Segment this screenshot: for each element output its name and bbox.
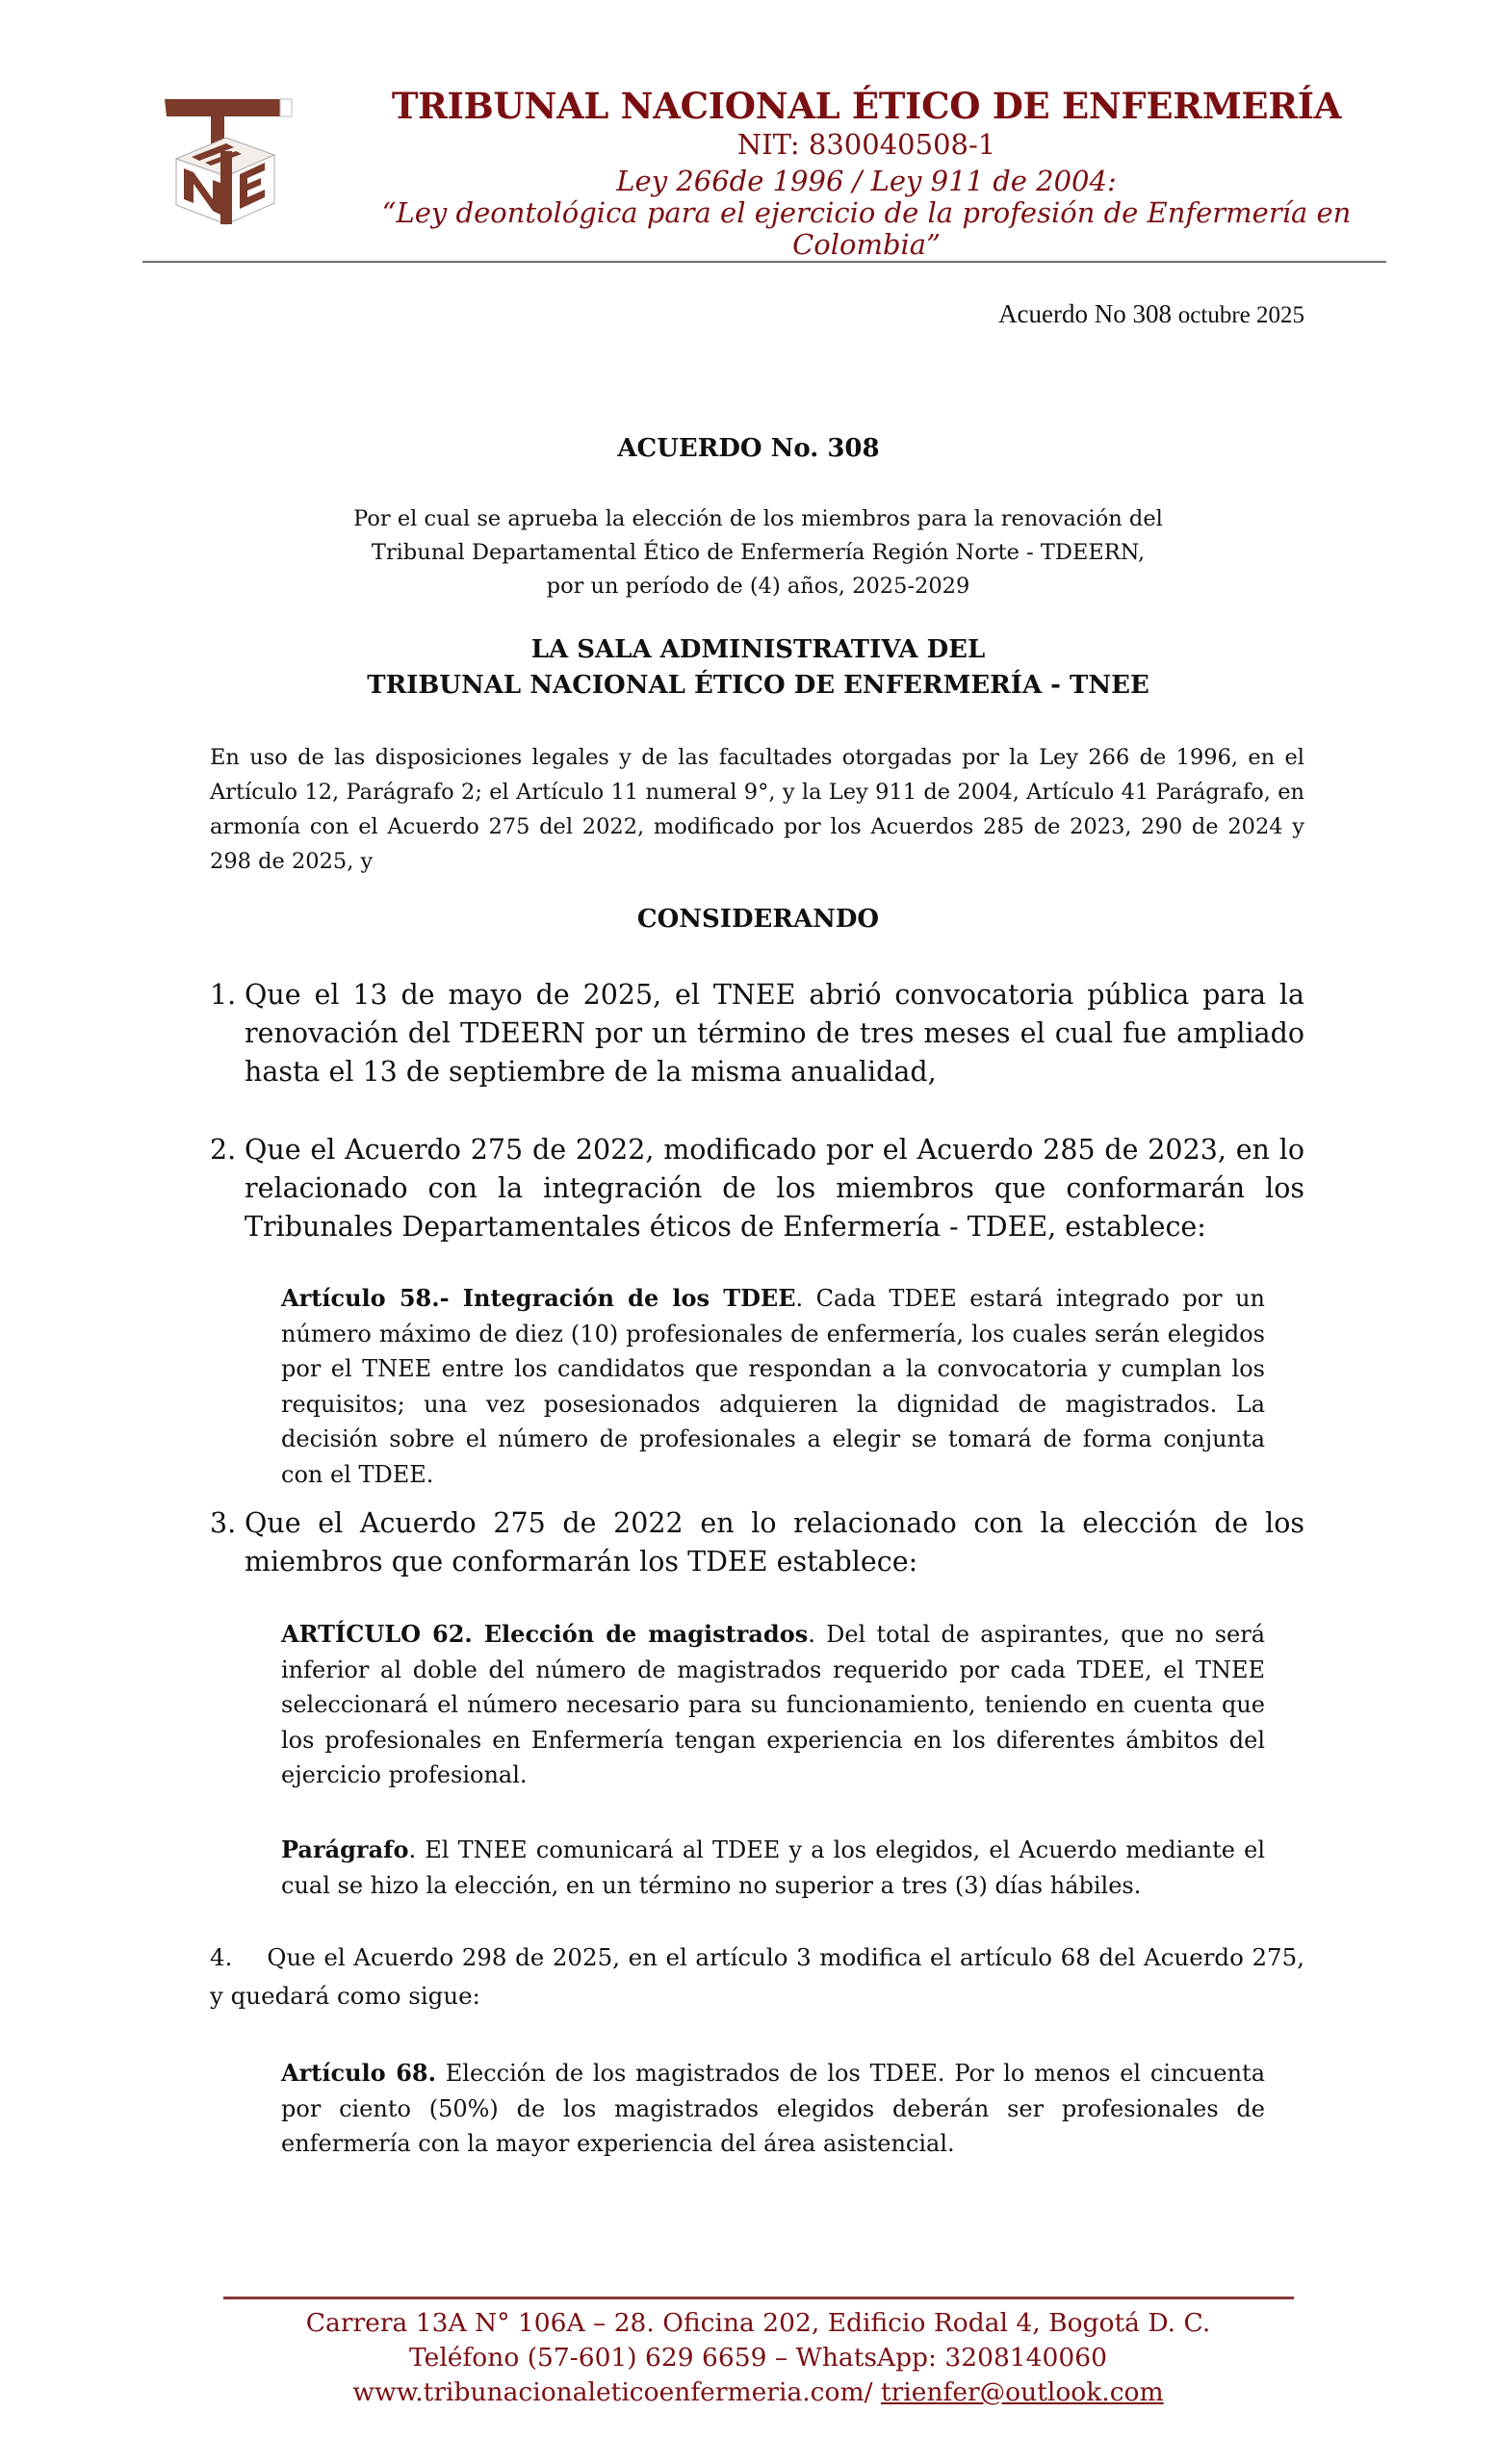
org-laws: Ley 266de 1996 / Ley 911 de 2004:	[616, 165, 1117, 197]
quoted-article-58	[281, 1281, 1265, 1492]
considerando-item-1	[210, 976, 1304, 1091]
paragraph-heading: Parágrafo	[281, 1835, 409, 1863]
org-nit: NIT: 830040508-1	[736, 128, 996, 161]
item-number: 2.	[210, 1134, 237, 1166]
subtitle-line: Tribunal Departamental Ético de Enfermería Región Norte - TDEERN,	[371, 540, 1146, 565]
considerando-item-4	[210, 1938, 1304, 2015]
header-divider	[142, 261, 1386, 263]
considerando-heading: CONSIDERANDO	[636, 905, 880, 934]
tnee-logo	[157, 91, 297, 228]
article-heading: Artículo 58.- Integración de los TDEE	[281, 1284, 796, 1312]
document-reference	[998, 299, 1304, 329]
reference-label: Acuerdo No 308	[998, 299, 1173, 328]
footer-phone: Teléfono (57-601) 629 6659 – WhatsApp: 3208140060	[409, 2343, 1107, 2373]
tnee-logo-icon	[157, 91, 297, 228]
item-text: Que el Acuerdo 275 de 2022 en lo relacionado con la elección de los miembros que conformarán los TDEE establece:	[245, 1507, 1304, 1578]
footer-web-contact	[0, 2375, 1497, 2410]
footer-divider	[223, 2297, 1294, 2299]
document-title: ACUERDO No. 308	[617, 434, 880, 463]
article-body: . Cada TDEE estará integrado por un número máximo de diez (10) profesionales de enfermería, los cuales serán elegidos por el TNEE entre los candidatos que respondan a la convocatoria y cumplan los requisitos; una vez posesionados adquieren la dignidad de magistrados. La decisión sobre el número de profesionales a elegir se tomará de forma conjunta con el TDEE.	[281, 1285, 1265, 1488]
item-number: 1.	[210, 979, 237, 1011]
paragraph-body: . El TNEE comunicará al TDEE y a los elegidos, el Acuerdo mediante el cual se hizo la elección, en un término no superior a tres (3) días hábiles.	[281, 1836, 1265, 1899]
item-text: Que el 13 de mayo de 2025, el TNEE abrió convocatoria pública para la renovación del TDEERN por un término de tres meses el cual fue ampliado hasta el 13 de septiembre de la misma anualidad,	[245, 979, 1304, 1088]
preamble: En uso de las disposiciones legales y de las facultades otorgadas por la Ley 266 de 1996, en el Artículo 12, Parágrafo 2; el Artículo 11 numeral 9°, y la Ley 911 de 2004, Artículo 41 Parágrafo, en armonía con el Acuerdo 275 del 2022, modificado por los Acuerdos 285 de 2023, 290 de 2024 y 298 de 2025, y	[210, 745, 1304, 874]
article-heading: ARTÍCULO 62. Elección de magistrados	[281, 1620, 809, 1648]
considerando-item-2	[210, 1131, 1304, 1246]
item-text: Que el Acuerdo 298 de 2025, en el artículo 3 modifica el artículo 68 del Acuerdo 275, y quedará como sigue:	[210, 1943, 1304, 2010]
quoted-article-68	[281, 2056, 1265, 2162]
item-number: 4.	[210, 1943, 233, 1971]
issuer-line: TRIBUNAL NACIONAL ÉTICO DE ENFERMERÍA - TNEE	[367, 671, 1149, 700]
quoted-paragraph	[281, 1833, 1265, 1903]
footer-address: Carrera 13A N° 106A – 28. Oficina 202, Edificio Rodal 4, Bogotá D. C.	[305, 2308, 1211, 2338]
footer-email-link[interactable]: trienfer@outlook.com	[880, 2377, 1164, 2407]
issuer-line: LA SALA ADMINISTRATIVA DEL	[530, 635, 986, 664]
considerando-item-3	[210, 1504, 1304, 1581]
subtitle-line: Por el cual se aprueba la elección de los miembros para la renovación del	[353, 506, 1163, 531]
reference-date: octubre 2025	[1177, 302, 1304, 328]
org-name: TRIBUNAL NACIONAL ÉTICO DE ENFERMERÍA	[391, 85, 1342, 127]
org-law-quote-line1: “Ley deontológica para el ejercicio de la profesión de Enfermería en	[381, 196, 1352, 229]
footer-website[interactable]: www.tribunacionaleticoenfermeria.com/	[352, 2377, 873, 2407]
org-law-quote-line2: Colombia”	[792, 228, 941, 261]
article-body: . Del total de aspirantes, que no será inferior al doble del número de magistrados requerido por cada TDEE, el TNEE seleccionará el número necesario para su funcionamiento, teniendo en cuenta que los profesionales en Enfermería tengan experiencia en los diferentes ámbitos del ejercicio profesional.	[281, 1621, 1266, 1788]
item-text: Que el Acuerdo 275 de 2022, modificado por el Acuerdo 285 de 2023, en lo relacionado con la integración de los miembros que conformarán los Tribunales Departamentales éticos de Enfermería - TDEE, establece:	[245, 1134, 1304, 1243]
subtitle-line: por un período de (4) años, 2025-2029	[546, 574, 970, 599]
quoted-article-62	[281, 1617, 1265, 1793]
article-body: Elección de los magistrados de los TDEE. Por lo menos el cincuenta por ciento (50%) de los magistrados elegidos deberán ser profesionales de enfermería con la mayor experiencia del área asistencial.	[281, 2060, 1265, 2157]
item-number: 3.	[210, 1507, 237, 1539]
article-heading: Artículo 68.	[281, 2059, 436, 2087]
